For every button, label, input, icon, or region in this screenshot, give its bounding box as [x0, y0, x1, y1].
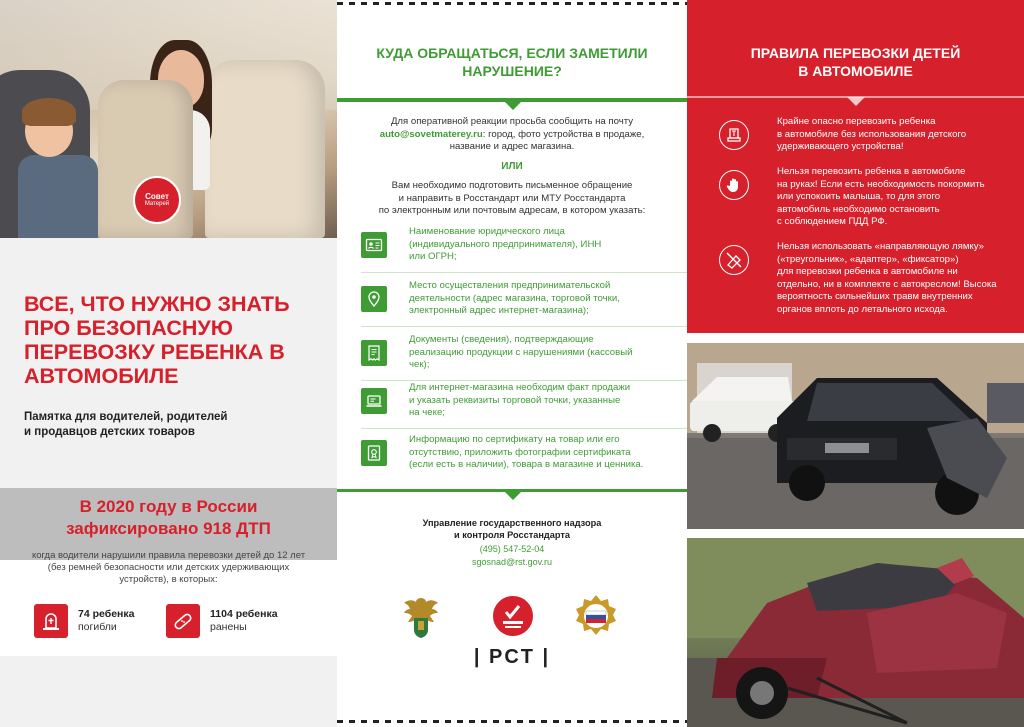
stop-hand-icon [719, 170, 749, 200]
req2-line1: Место осуществления предпринимательской [409, 280, 611, 291]
stat-injuries-count: 1104 ребенка [210, 608, 278, 620]
rosstandart-department [357, 517, 667, 541]
req5-line1: Информацию по сертификату на товар или его [409, 434, 620, 445]
subtitle-line2: и продавцов детских товаров [24, 426, 196, 438]
list-item [361, 226, 671, 264]
req2-line3: электронный адрес интернет-магазина); [409, 305, 589, 316]
stat-injuries [166, 604, 278, 638]
panel1-bottom-band [0, 656, 337, 727]
stats-desc-line1: когда водители нарушили правила перевозки детей до 12 лет [31, 550, 306, 561]
or-separator: ИЛИ [501, 161, 523, 172]
report-intro-alt [351, 180, 673, 218]
intro-line3: название и адрес магазина. [449, 141, 575, 152]
stat-injuries-label: ранены [210, 621, 247, 633]
report-email-link[interactable]: auto@sovetmaterey.ru [379, 128, 483, 140]
page-subtitle [24, 410, 324, 440]
rules-divider-arrow [847, 97, 865, 106]
rule2-line5: с соблюдением ПДД РФ. [777, 216, 888, 227]
list-item [361, 334, 671, 372]
certificate-icon [361, 440, 387, 466]
rule3-line1: Нельзя использовать «направляющую лямку» [777, 241, 984, 252]
partner-emblems [337, 592, 687, 648]
list-item [361, 280, 671, 318]
brochure-panel-right [687, 0, 1024, 727]
rule1-line3: удерживающего устройства! [777, 141, 904, 152]
sovet-materey-emblem-icon [489, 592, 537, 644]
req3-line3: чек); [409, 359, 430, 370]
intro2-line1: Вам необходимо подготовить письменное обращение [391, 180, 633, 191]
org-line2: и контроля Росстандарта [454, 530, 570, 540]
list-item [361, 434, 671, 472]
stat-deaths-label: погибли [78, 621, 117, 633]
logo-line1: Совет [145, 192, 169, 201]
brochure-panel-left [0, 0, 337, 727]
divider [361, 380, 687, 381]
rules-block [687, 0, 1024, 333]
req3-line2: реализацию продукции с нарушениями (кассовый [409, 346, 633, 358]
report-heading-line2: НАРУШЕНИЕ? [462, 63, 562, 79]
stats-desc-line2: (без ремней безопасности или детских удерживающих [47, 562, 290, 573]
report-heading-line1: КУДА ОБРАЩАТЬСЯ, ЕСЛИ ЗАМЕТИЛИ [376, 45, 648, 61]
rule-item [719, 166, 1019, 229]
logo-line2: Матерей [144, 201, 170, 207]
rule2-line3: или успокоить малыша, то для этого [777, 191, 941, 202]
divider [361, 326, 687, 327]
stats-description [8, 550, 329, 586]
no-belt-adapter-icon [719, 245, 749, 275]
mother-child-car-photo [0, 0, 337, 238]
req3-line1: Документы (сведения), подтверждающие [409, 334, 594, 345]
rules-heading-line1: ПРАВИЛА ПЕРЕВОЗКИ ДЕТЕЙ [750, 45, 961, 61]
rule3-line3: для перевозки ребенка в автомобиле ни [777, 266, 958, 277]
double-headed-eagle-emblem-icon [397, 592, 445, 644]
accident-stats [0, 488, 337, 656]
footer-divider-arrow [504, 491, 522, 500]
rules-heading [687, 44, 1024, 80]
intro-line2-rest: : город, фото устройства в продаже, [482, 128, 645, 140]
sovet-materey-logo [133, 176, 181, 224]
rule3-line4: отдельно, ни в комплекте с автокреслом! Высока [777, 278, 997, 290]
req2-line2: деятельности (адрес магазина, торговой точки, [409, 292, 620, 304]
gibdd-emblem-icon [572, 592, 620, 644]
cut-line-top [337, 0, 687, 8]
rule2-line1: Нельзя перевозить ребенка в автомобиле [777, 166, 966, 177]
rule2-line4: автомобиль необходимо остановить [777, 203, 940, 215]
laptop-icon [361, 388, 387, 414]
report-intro [357, 116, 667, 154]
divider [361, 272, 687, 273]
req5-line2: отсутствию, приложить фотографии сертификата [409, 446, 631, 458]
contact-email[interactable]: sgosnad@rst.gov.ru [471, 557, 552, 567]
rule3-line5: вероятность сильнейших травм внутренних [777, 291, 973, 302]
req4-line2: и указать реквизиты торговой точки, указанные [409, 394, 621, 406]
subtitle-line1: Памятка для водителей, родителей [24, 411, 228, 423]
title-block [0, 238, 337, 488]
rule1-line2: в автомобиле без использования детского [777, 128, 967, 140]
page-title: ВСЕ, ЧТО НУЖНО ЗНАТЬ ПРО БЕЗОПАСНУЮ ПЕРЕВОЗКУ РЕБЕНКА В АВТОМОБИЛЕ [24, 292, 290, 388]
rule1-line1: Крайне опасно перевозить ребенка [777, 116, 936, 127]
req1-line3: или ОГРН; [409, 251, 457, 262]
brochure-panel-middle [337, 0, 687, 727]
rule-item [719, 116, 1019, 154]
req4-line3: на чеке; [409, 407, 445, 418]
rule3-line6: органов вплоть до летального исхода. [777, 303, 948, 315]
stat-deaths [34, 604, 134, 638]
contact-phone[interactable]: (495) 547-52-04 [479, 544, 545, 554]
intro-line1: Для оперативной реакции просьба сообщить на почту [390, 116, 634, 127]
req1-line1: Наименование юридического лица [409, 226, 565, 237]
req5-line3: (если есть в наличии), товара в магазине и ценника. [409, 459, 644, 470]
rule2-line2: на руках! Если есть необходимость покормить [777, 178, 985, 190]
rule3-line2: («треугольник», «адаптер», «фиксатор») [777, 253, 959, 265]
cut-line-bottom [337, 718, 687, 726]
grave-icon [34, 604, 68, 638]
bandage-icon [166, 604, 200, 638]
stats-headline-line2: зафиксировано 918 ДТП [66, 519, 271, 538]
report-heading [357, 44, 667, 80]
stat-deaths-count: 74 ребенка [78, 608, 135, 620]
intro2-line3: по электронным или почтовым адресам, в котором указать: [378, 205, 646, 216]
stats-headline [0, 496, 337, 540]
divider [361, 428, 687, 429]
stats-desc-line3: устройств), в которых: [119, 574, 218, 585]
req4-line1: Для интернет-магазина необходим факт продажи [409, 382, 631, 393]
crashed-red-car-photo [687, 538, 1024, 727]
req1-line2: (индивидуального предпринимателя), ИНН [409, 238, 602, 250]
location-pin-icon [361, 286, 387, 312]
stats-headline-line1: В 2020 году в России [79, 497, 258, 516]
no-child-seat-icon [719, 120, 749, 150]
heading-divider-arrow [504, 101, 522, 110]
rule-item [719, 241, 1019, 316]
receipt-icon [361, 340, 387, 366]
org-line1: Управление государственного надзора [422, 518, 602, 528]
rules-heading-line2: В АВТОМОБИЛЕ [798, 63, 913, 79]
intro2-line2: и направить в Росстандарт или МТУ Росстандарта [398, 192, 626, 204]
rst-logo: | PCT | [473, 646, 551, 668]
list-item [361, 382, 671, 420]
id-card-icon [361, 232, 387, 258]
crashed-police-car-photo [687, 343, 1024, 529]
